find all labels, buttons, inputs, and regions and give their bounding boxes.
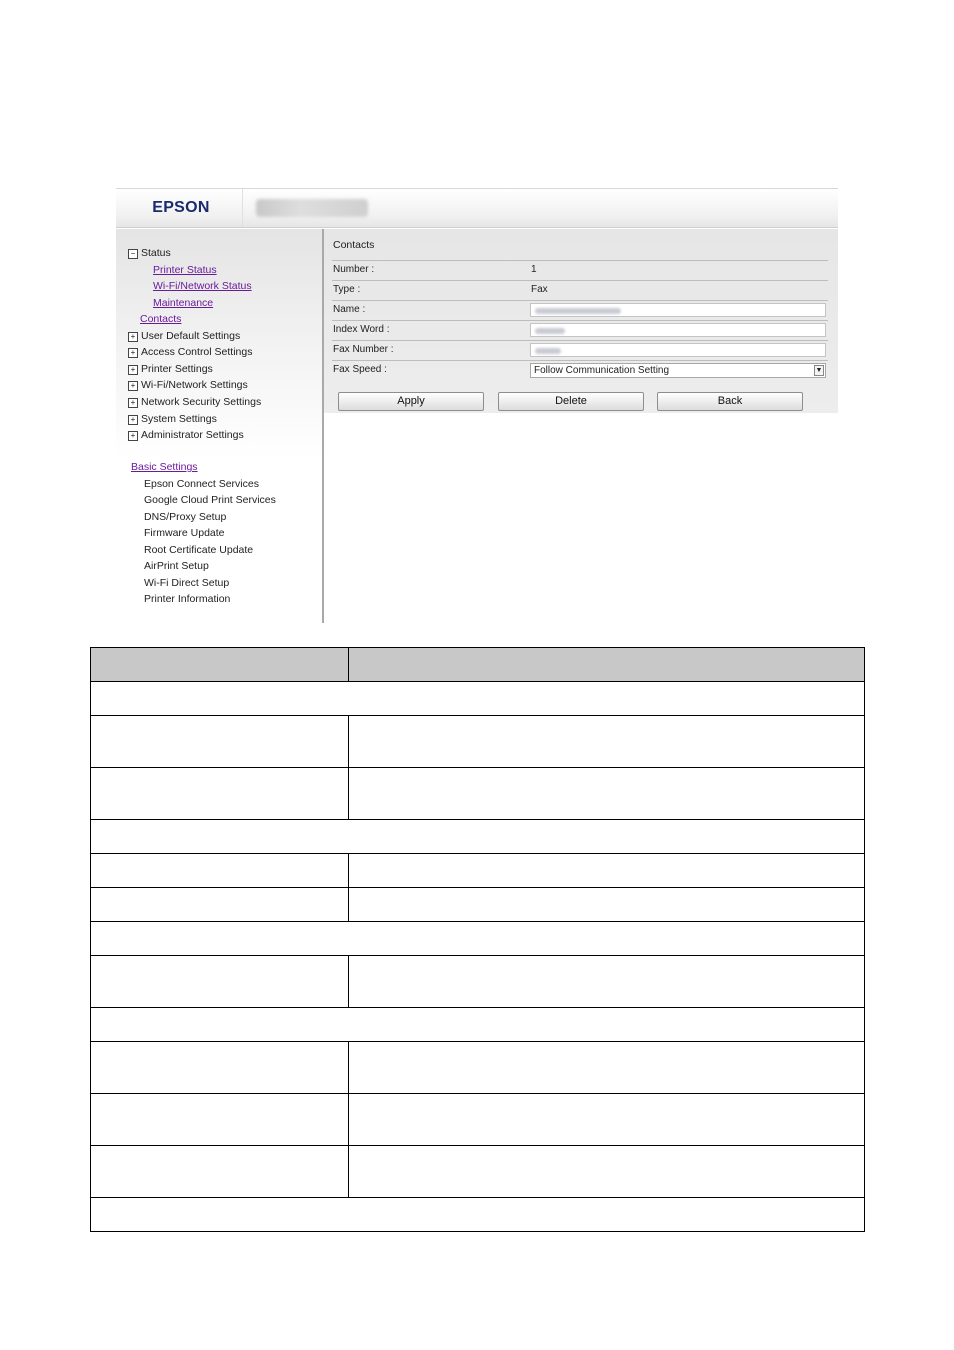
table-row [91, 716, 865, 768]
sidebar-item-epson-connect[interactable]: Epson Connect Services [144, 478, 259, 490]
sidebar-link-basic-settings[interactable]: Basic Settings [131, 461, 198, 473]
table-section-row [91, 1008, 865, 1042]
fax-speed-label: Fax Speed : [333, 364, 387, 375]
table-row [91, 888, 865, 922]
sidebar-item-root-certificate-update[interactable]: Root Certificate Update [144, 544, 254, 556]
name-label: Name : [333, 304, 366, 315]
plus-box-icon[interactable]: + [128, 332, 138, 342]
table-section-cell [91, 922, 865, 956]
sidebar-item-label: Administrator Settings [141, 429, 244, 441]
sidebar-item-firmware-update[interactable]: Firmware Update [144, 527, 225, 539]
plus-box-icon[interactable]: + [128, 431, 138, 441]
table-section-cell [91, 820, 865, 854]
fax-number-label: Fax Number : [333, 344, 394, 355]
sidebar-item-administrator-settings[interactable] [128, 429, 244, 442]
table-cell [91, 768, 349, 820]
sidebar-item-user-default-settings[interactable] [128, 330, 240, 343]
delete-button[interactable]: Delete [498, 392, 644, 411]
type-value: Fax [531, 284, 548, 295]
sidebar-item-label: Network Security Settings [141, 396, 262, 408]
table-cell [91, 888, 349, 922]
sidebar-item-dns-proxy-setup[interactable]: DNS/Proxy Setup [144, 511, 227, 523]
plus-box-icon[interactable]: + [128, 348, 138, 358]
settings-table [90, 647, 865, 1232]
table-cell [349, 956, 865, 1008]
table-cell [349, 854, 865, 888]
type-label: Type : [333, 284, 361, 295]
sidebar-link-maintenance[interactable]: Maintenance [153, 297, 214, 309]
blurred-value [535, 308, 621, 314]
sidebar-item-airprint-setup[interactable]: AirPrint Setup [144, 560, 209, 572]
table-section-row [91, 682, 865, 716]
contacts-panel [324, 229, 838, 413]
table-cell [91, 716, 349, 768]
table-cell [91, 1042, 349, 1094]
chevron-down-icon[interactable]: ▼ [815, 367, 823, 374]
sidebar-item-status[interactable] [128, 247, 171, 260]
minus-box-icon[interactable]: − [128, 249, 138, 259]
plus-box-icon[interactable]: + [128, 381, 138, 391]
index-word-row [332, 320, 828, 340]
index-word-label: Index Word : [333, 324, 390, 335]
sidebar-item-google-cloud-print[interactable]: Google Cloud Print Services [144, 494, 276, 506]
name-row [332, 300, 828, 320]
plus-box-icon[interactable]: + [128, 398, 138, 408]
web-config-screenshot [116, 188, 838, 623]
content-area [324, 229, 838, 623]
index-word-input[interactable] [530, 323, 826, 337]
table-header-cell [91, 648, 349, 682]
brand-name: EPSON [152, 199, 210, 216]
sidebar-item-label: Printer Settings [141, 363, 213, 375]
type-row [332, 280, 828, 300]
table-cell [349, 1094, 865, 1146]
fax-speed-row [332, 360, 828, 380]
table-cell [91, 1094, 349, 1146]
sidebar [116, 229, 324, 623]
table-row [91, 956, 865, 1008]
table-cell [349, 716, 865, 768]
sidebar-item-printer-settings[interactable] [128, 363, 213, 376]
table-section-row [91, 820, 865, 854]
sidebar-item-label: Access Control Settings [141, 346, 253, 358]
table-cell [349, 768, 865, 820]
plus-box-icon[interactable]: + [128, 365, 138, 375]
sidebar-link-printer-status[interactable]: Printer Status [153, 264, 217, 276]
table-cell [349, 1042, 865, 1094]
sidebar-item-label: User Default Settings [141, 330, 241, 342]
plus-box-icon[interactable]: + [128, 415, 138, 425]
sidebar-link-wifi-network-status[interactable]: Wi-Fi/Network Status [153, 280, 252, 292]
table-row [91, 1146, 865, 1198]
number-row [332, 260, 828, 280]
sidebar-item-printer-information[interactable]: Printer Information [144, 593, 231, 605]
table-row [91, 1042, 865, 1094]
blurred-value [535, 328, 565, 334]
sidebar-item-wifi-direct-setup[interactable]: Wi-Fi Direct Setup [144, 577, 230, 589]
fax-speed-select[interactable] [530, 363, 826, 378]
name-input[interactable] [530, 303, 826, 317]
table-section-cell [91, 682, 865, 716]
table-cell [91, 854, 349, 888]
model-name-blurred [256, 199, 368, 217]
header-bar [116, 189, 838, 228]
table-section-row [91, 922, 865, 956]
sidebar-item-access-control-settings[interactable] [128, 346, 252, 359]
table-cell [349, 888, 865, 922]
number-value: 1 [531, 264, 537, 275]
table-section-row [91, 1198, 865, 1232]
apply-button[interactable]: Apply [338, 392, 484, 411]
sidebar-item-wifi-network-settings[interactable] [128, 379, 248, 392]
table-cell [91, 956, 349, 1008]
page-title: Contacts [333, 239, 375, 251]
number-label: Number : [333, 264, 375, 275]
sidebar-item-system-settings[interactable] [128, 413, 217, 426]
table-row [91, 854, 865, 888]
fax-number-input[interactable] [530, 343, 826, 357]
fax-speed-value: Follow Communication Setting [534, 365, 670, 376]
table-header-row [91, 648, 865, 682]
sidebar-item-label: Status [141, 247, 171, 259]
sidebar-item-label: Wi-Fi/Network Settings [141, 379, 248, 391]
table-header-cell [349, 648, 865, 682]
sidebar-item-network-security-settings[interactable] [128, 396, 261, 409]
sidebar-item-label: System Settings [141, 413, 217, 425]
back-button[interactable]: Back [657, 392, 803, 411]
fax-number-row [332, 340, 828, 360]
table-row [91, 1094, 865, 1146]
table-cell [349, 1146, 865, 1198]
epson-logo [116, 189, 243, 227]
table-section-cell [91, 1008, 865, 1042]
blurred-value [535, 348, 561, 354]
table-cell [91, 1146, 349, 1198]
table-section-cell [91, 1198, 865, 1232]
sidebar-link-contacts[interactable]: Contacts [140, 313, 182, 325]
table-row [91, 768, 865, 820]
